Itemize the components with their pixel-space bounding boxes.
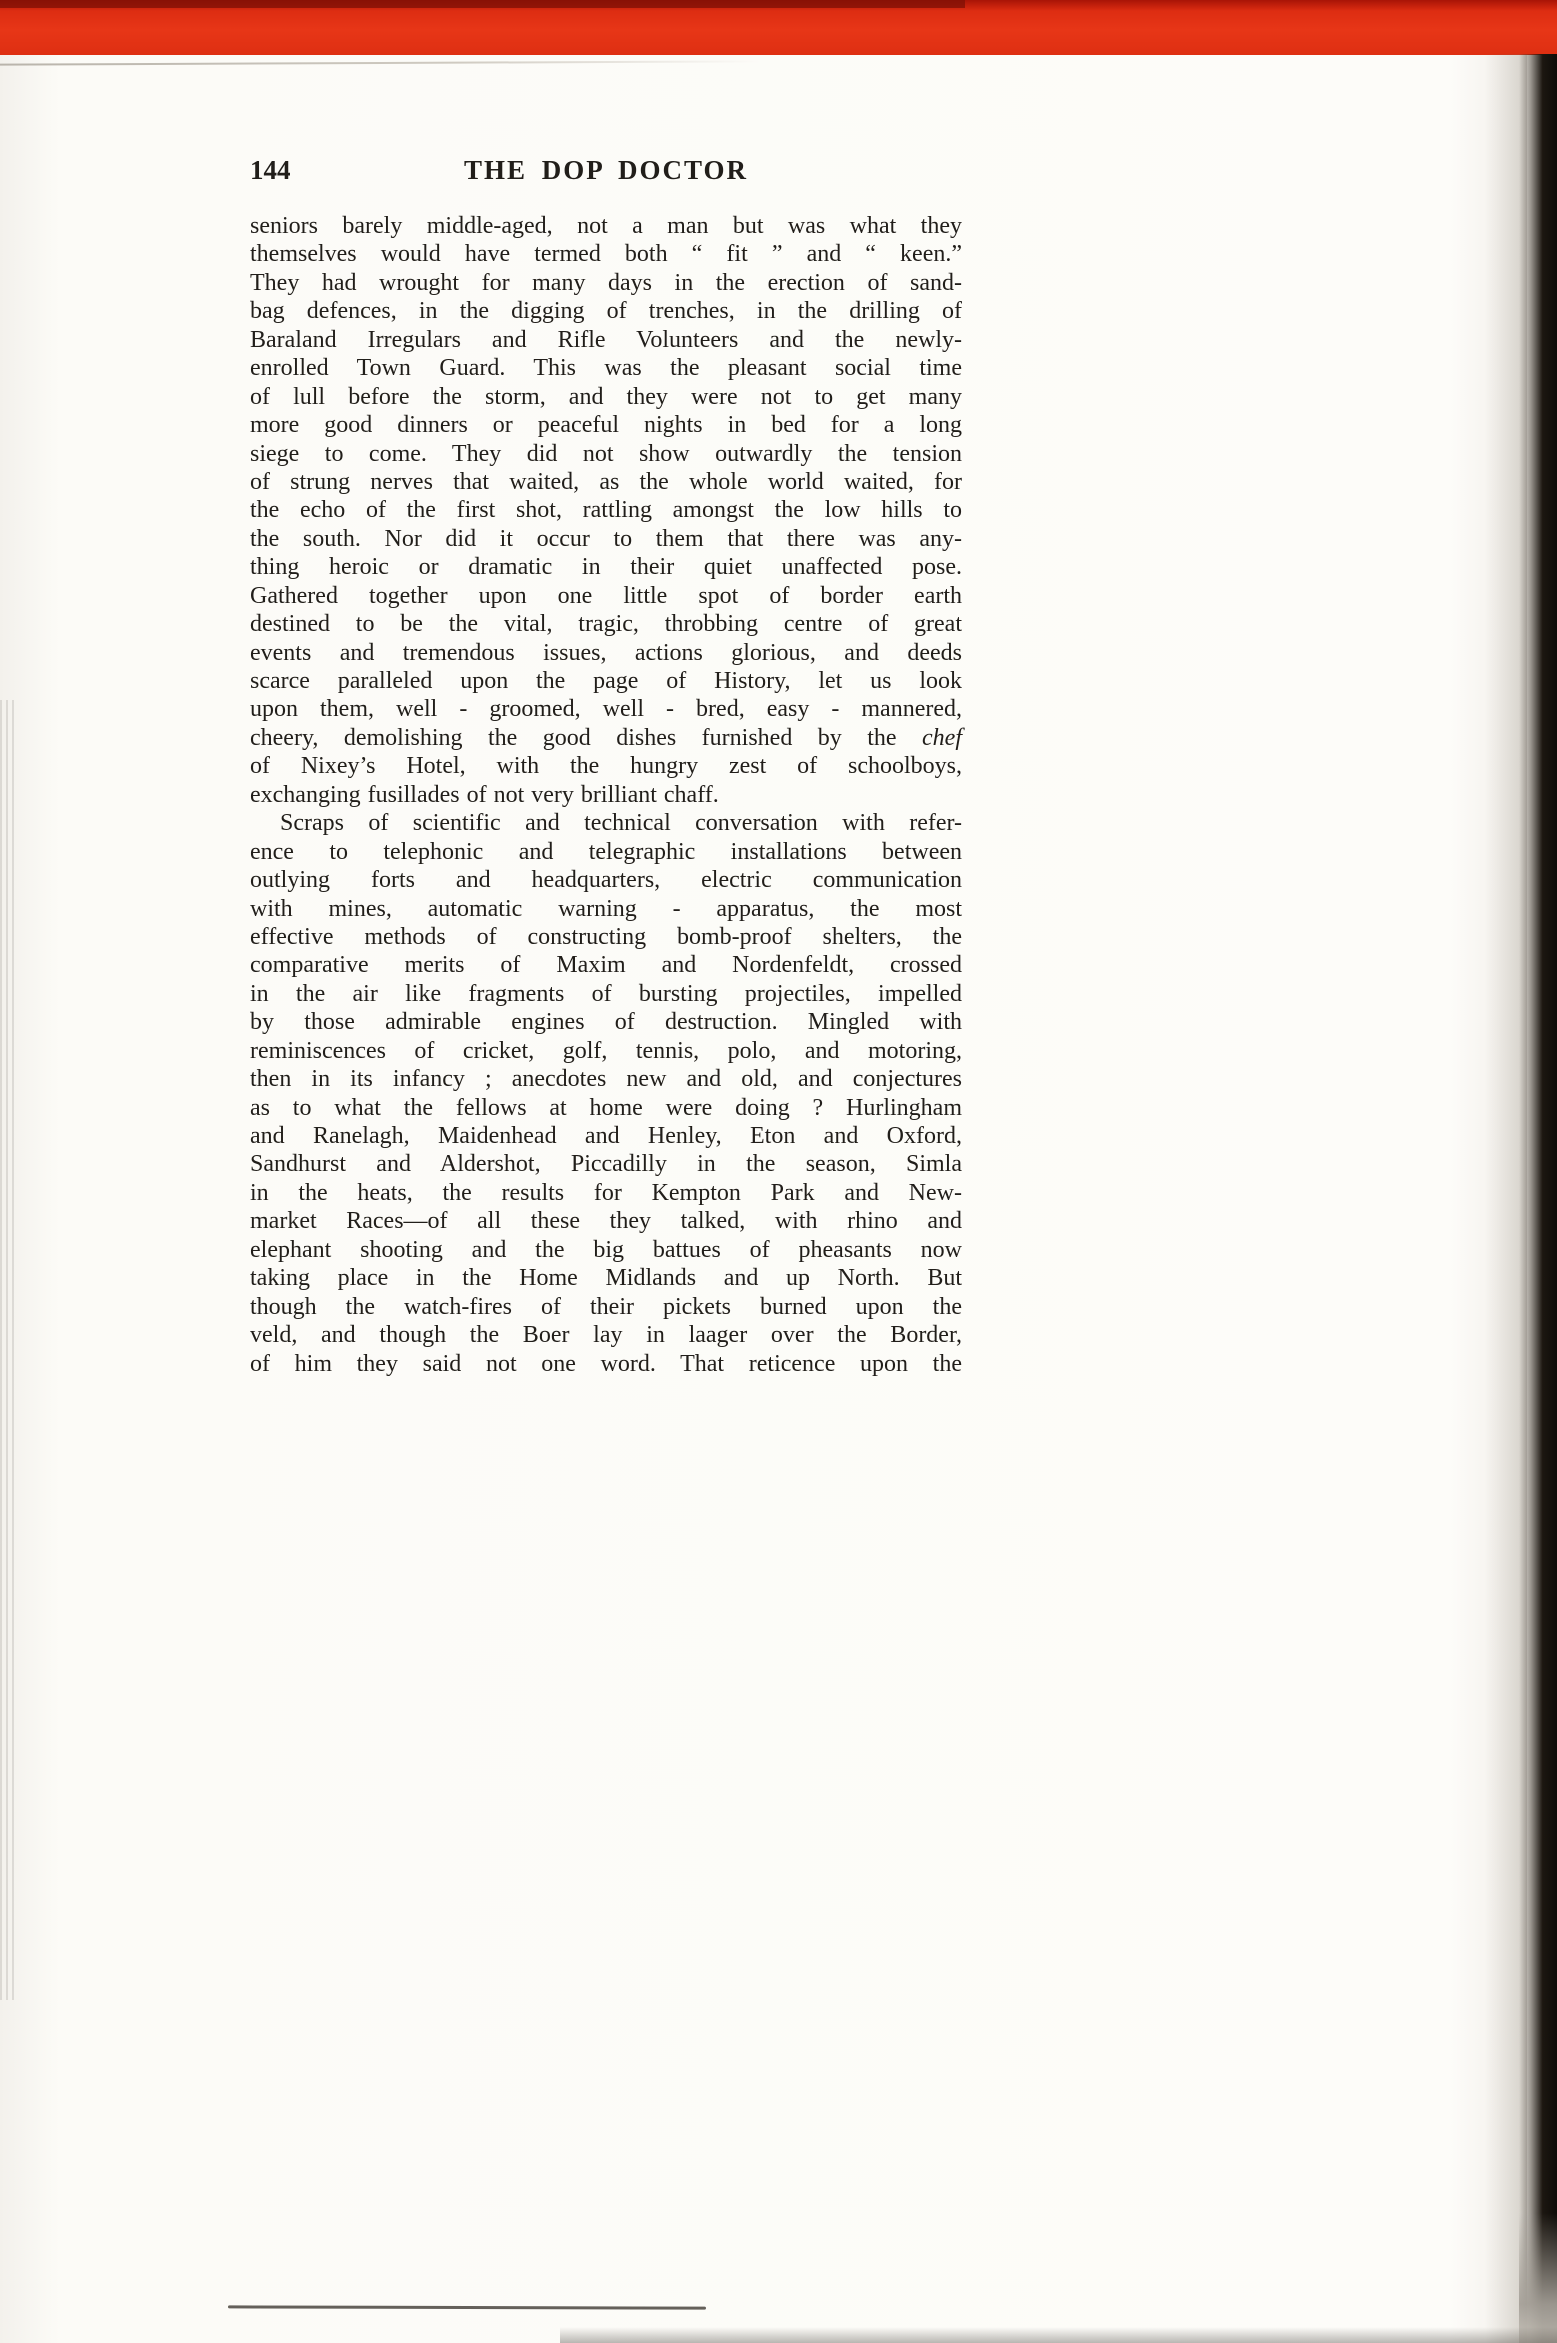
- text-line: of lull before the storm, and they were not to get many: [250, 383, 962, 410]
- scan-top-band-shadow: [0, 0, 965, 8]
- scan-edge-shadow: [1519, 54, 1557, 2343]
- text-line: of strung nerves that waited, as the whole world waited, for: [250, 468, 962, 495]
- text-line: reminiscences of cricket, golf, tennis, polo, and motoring,: [250, 1037, 962, 1064]
- scan-bottom-smudge: [560, 2327, 1557, 2343]
- text-line: of Nixey’s Hotel, with the hungry zest of schoolboys,: [250, 753, 962, 780]
- page-header: [250, 155, 962, 189]
- text-line: siege to come. They did not show outwardly the tension: [250, 440, 962, 467]
- text-line: ence to telephonic and telegraphic installations between: [250, 838, 962, 865]
- text-line: the echo of the first shot, rattling amongst the low hills to: [250, 497, 962, 524]
- text-block: [250, 212, 962, 1378]
- italic-text: chef: [922, 724, 962, 751]
- text-line: They had wrought for many days in the erection of sand-: [250, 269, 962, 296]
- scan-top-band: [0, 0, 1557, 55]
- text-line: with mines, automatic warning - apparatus, the most: [250, 895, 962, 922]
- text-line: then in its infancy ; anecdotes new and old, and conjectures: [250, 1066, 962, 1093]
- text-line: enrolled Town Guard. This was the pleasant social time: [250, 355, 962, 382]
- text-line: though the watch-fires of their pickets burned upon the: [250, 1293, 962, 1320]
- text-line: in the heats, the results for Kempton Park and New-: [250, 1179, 962, 1206]
- text-line: effective methods of constructing bomb-proof shelters, the: [250, 923, 962, 950]
- text-line: destined to be the vital, tragic, throbbing centre of great: [250, 611, 962, 638]
- scan-bottom-mark: [228, 2305, 706, 2309]
- text-line: themselves would have termed both “ fit ” and “ keen.”: [250, 241, 962, 268]
- text-line: outlying forts and headquarters, electric communication: [250, 867, 962, 894]
- plain-text: cheery, demolishing the good dishes furnished by the: [250, 724, 923, 751]
- text-line: Sandhurst and Aldershot, Piccadilly in the season, Simla: [250, 1151, 962, 1178]
- text-line: thing heroic or dramatic in their quiet unaffected pose.: [250, 554, 962, 581]
- text-line: seniors barely middle-aged, not a man but was what they: [250, 213, 962, 239]
- text-line: Gathered together upon one little spot of border earth: [250, 582, 962, 609]
- text-line: more good dinners or peaceful nights in bed for a long: [250, 412, 962, 439]
- running-title: THE DOP DOCTOR: [463, 155, 749, 185]
- text-line: veld, and though the Boer lay in laager over the Border,: [250, 1322, 962, 1349]
- text-line: scarce paralleled upon the page of History, let us look: [250, 668, 962, 694]
- text-line: bag defences, in the digging of trenches, in the drilling of: [250, 298, 962, 325]
- text-line: [250, 724, 962, 752]
- text-line: events and tremendous issues, actions glorious, and deeds: [250, 639, 962, 666]
- text-line: exchanging fusillades of not very brilliant chaff.: [250, 781, 719, 808]
- text-line: comparative merits of Maxim and Nordenfeldt, crossed: [250, 952, 962, 979]
- scan-edge-shadow-fade: [1519, 2213, 1557, 2343]
- text-line: as to what the fellows at home were doing ? Hurlingham: [250, 1094, 962, 1121]
- text-line: of him they said not one word. That reticence upon the: [250, 1350, 962, 1377]
- page-number: 144: [250, 155, 291, 185]
- text-line: in the air like fragments of bursting projectiles, impelled: [250, 980, 962, 1007]
- text-line: market Races—of all these they talked, with rhino and: [250, 1208, 962, 1235]
- text-line: upon them, well - groomed, well - bred, easy - mannered,: [250, 696, 962, 723]
- page-fold-line: [0, 60, 760, 65]
- text-line: and Ranelagh, Maidenhead and Henley, Eton and Oxford,: [250, 1123, 962, 1149]
- text-line: Baraland Irregulars and Rifle Volunteers and the newly-: [250, 326, 962, 353]
- text-line: taking place in the Home Midlands and up North. But: [250, 1265, 962, 1292]
- scan-left-scratches: [0, 700, 15, 2000]
- text-line: the south. Nor did it occur to them that there was any-: [250, 525, 962, 552]
- text-line: Scraps of scientific and technical conversation with refer-: [280, 810, 962, 837]
- text-line: elephant shooting and the big battues of pheasants now: [250, 1236, 962, 1263]
- text-line: by those admirable engines of destruction. Mingled with: [250, 1009, 962, 1036]
